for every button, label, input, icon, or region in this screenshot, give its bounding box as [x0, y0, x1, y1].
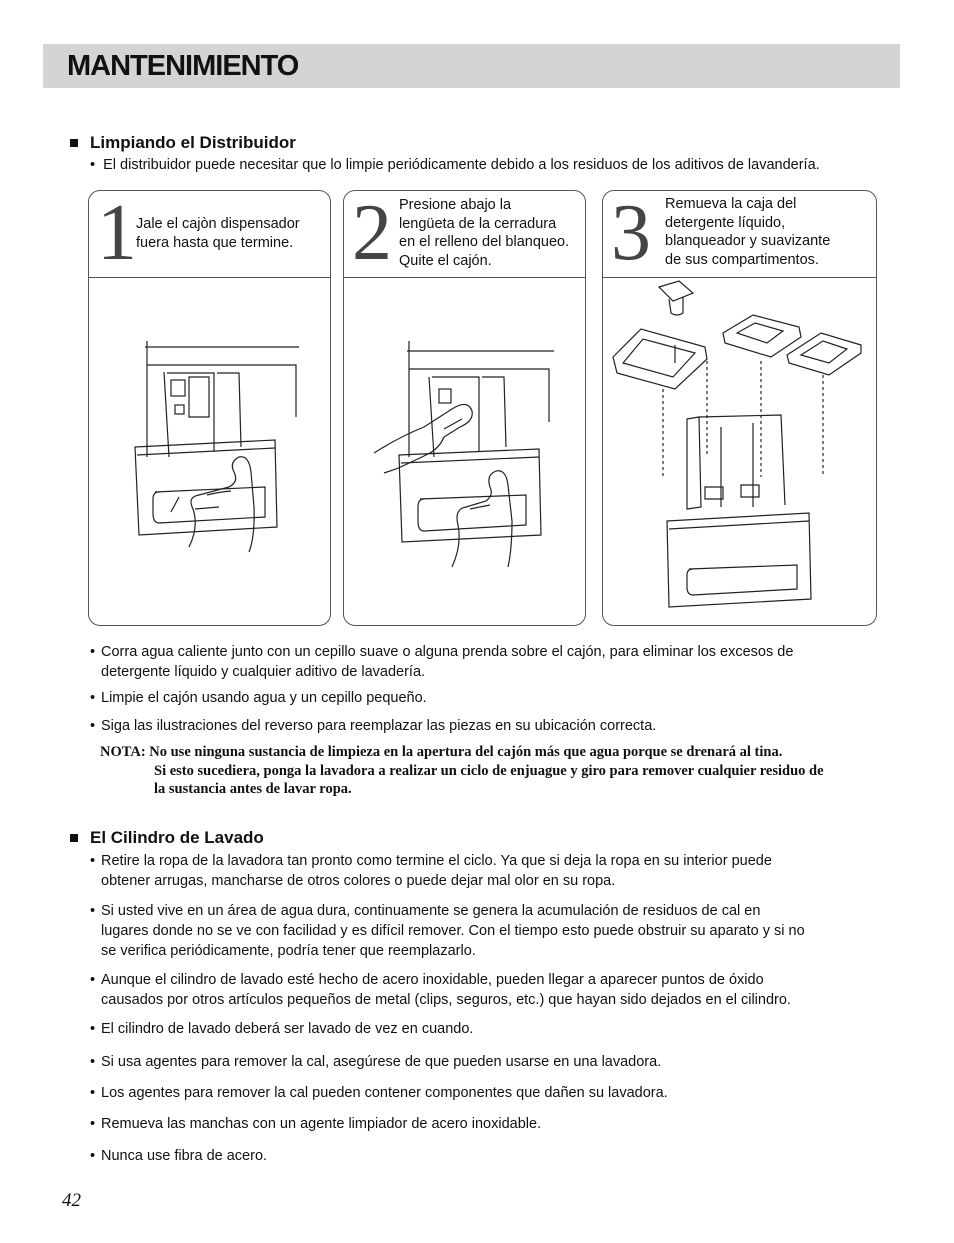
step-panel-2	[343, 190, 586, 626]
step-line: detergente líquido,	[665, 214, 786, 231]
list-item-line: lugares donde no se ve con facilidad y es difícil remover. Con el tiempo esto puede obstruir su aparato y si no	[101, 923, 805, 939]
list-item-line: se verifica periódicamente, podría tener que reemplazarlo.	[101, 943, 476, 959]
section-title-text: Limpiando el Distribuidor	[90, 133, 296, 152]
step-line: Presione abajo la	[399, 197, 512, 213]
note-line: Si esto sucediera, ponga la lavadora a realizar un ciclo de enjuague y giro para remover cualquier residuo de	[154, 762, 824, 779]
list-item-line: causados por otros artículos pequeños de metal (clips, seguros, etc.) que hayan sido dejados en el cilindro.	[101, 992, 791, 1008]
list-item	[90, 1114, 890, 1134]
step-panel-1	[88, 190, 331, 626]
step-line: fuera hasta que termine.	[136, 234, 294, 251]
step-line: en el relleno del blanqueo.	[399, 234, 570, 250]
list-item-line: Limpie el cajón usando agua y un cepillo pequeño.	[101, 690, 427, 706]
bullet-dot: •	[90, 644, 96, 660]
list-item-line: Los agentes para remover la cal pueden contener componentes que dañen su lavadora.	[101, 1085, 668, 1101]
step-instruction	[665, 195, 830, 269]
step-header-2	[344, 191, 585, 278]
bullet-dot: •	[90, 903, 96, 919]
step-instruction	[136, 215, 300, 252]
list-item	[90, 716, 890, 736]
step-header-3	[603, 191, 876, 278]
list-item-line: Corra agua caliente junto con un cepillo suave o alguna prenda sobre el cajón, para eliminar los excesos de	[101, 644, 794, 660]
bullet-dot: •	[90, 1085, 96, 1101]
intro-text	[90, 157, 820, 173]
list-item	[90, 1146, 890, 1166]
list-item-line: Retire la ropa de la lavadora tan pronto como termine el ciclo. Ya que si deja la ropa en su interior puede	[101, 853, 772, 869]
note-block	[100, 743, 890, 799]
list-item	[90, 1052, 890, 1072]
bullet-dot: •	[90, 972, 96, 988]
page-number: 42	[62, 1190, 81, 1211]
list-item	[90, 642, 890, 682]
note-line: la sustancia antes de lavar ropa.	[154, 781, 352, 797]
step-panel-3	[602, 190, 877, 626]
list-item	[90, 851, 890, 891]
bullet-dot: •	[90, 1116, 96, 1132]
bullet-dot: •	[90, 853, 96, 869]
intro-body: El distribuidor puede necesitar que lo limpie periódicamente debido a los residuos de los aditivos de lavandería.	[103, 157, 820, 173]
bullet-dot: •	[90, 690, 96, 706]
list-item	[90, 1083, 890, 1103]
list-item-line: obtener arrugas, mancharse de otros colores o puede dejar mal olor en su ropa.	[101, 873, 616, 889]
list-item-line: Remueva las manchas con un agente limpiador de acero inoxidable.	[101, 1116, 542, 1132]
section-title-cilindro	[70, 828, 264, 848]
step-number: 1	[97, 189, 137, 277]
list-item-line: Aunque el cilindro de lavado esté hecho de acero inoxidable, pueden llegar a aparecer puntos de óxido	[101, 972, 764, 988]
list-item-line: Si usted vive en un área de agua dura, continuamente se genera la acumulación de residuos de cal en	[101, 903, 761, 919]
bullet-dot: •	[90, 1021, 96, 1037]
note-line: NOTA: No use ninguna sustancia de limpieza en la apertura del cajón más que agua porque se drenará al tina.	[100, 744, 783, 760]
section-title-distribuidor	[70, 133, 296, 153]
lock-tab-illustration	[344, 277, 587, 625]
bullet-dot: •	[90, 1054, 96, 1070]
square-bullet-icon	[70, 834, 78, 842]
list-item-line: detergente líquido y cualquier aditivo de lavadería.	[101, 664, 426, 680]
bullet-dot: •	[90, 157, 96, 173]
step-line: Remueva la caja del	[665, 196, 797, 212]
list-item	[90, 1019, 890, 1039]
list-item	[90, 970, 890, 1010]
list-item	[90, 901, 890, 961]
step-line: lengüeta de la cerradura	[399, 215, 557, 232]
bullet-dot: •	[90, 1148, 96, 1164]
page-title: MANTENIMIENTO	[67, 50, 299, 82]
section-title-text: El Cilindro de Lavado	[90, 828, 264, 847]
drawer-pull-illustration	[89, 277, 332, 625]
list-item-line: Si usa agentes para remover la cal, asegúrese de que pueden usarse en una lavadora.	[101, 1054, 662, 1070]
step-header-1	[89, 191, 330, 278]
header-bar	[43, 44, 900, 88]
list-item-line: Siga las ilustraciones del reverso para reemplazar las piezas en su ubicación correcta.	[101, 718, 657, 734]
step-number: 2	[352, 189, 392, 277]
step-line: de sus compartimentos.	[665, 251, 819, 268]
dispenser-parts-illustration	[603, 277, 878, 625]
square-bullet-icon	[70, 139, 78, 147]
step-line: Jale el cajòn dispensador	[136, 216, 300, 232]
list-item-line: El cilindro de lavado deberá ser lavado de vez en cuando.	[101, 1021, 474, 1037]
bullet-dot: •	[90, 718, 96, 734]
step-line: Quite el cajón.	[399, 252, 492, 269]
step-number: 3	[611, 189, 651, 277]
list-item-line: Nunca use fibra de acero.	[101, 1148, 268, 1164]
step-line: blanqueador y suavizante	[665, 233, 831, 249]
list-item	[90, 688, 890, 708]
step-instruction	[399, 196, 569, 270]
